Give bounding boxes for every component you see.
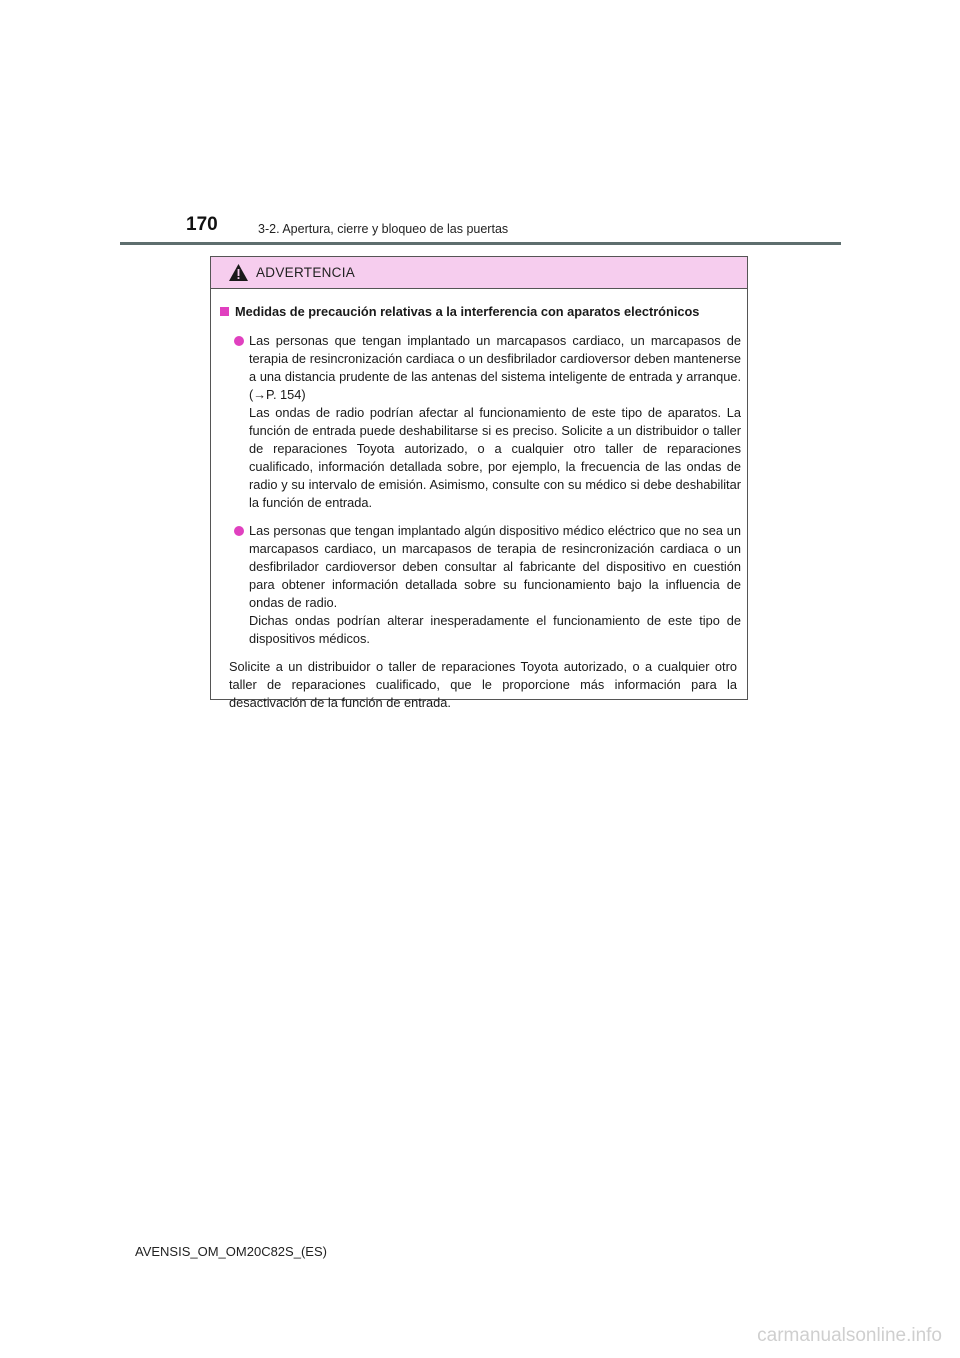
warning-box	[210, 256, 748, 710]
closing-paragraph: Solicite a un distribuidor o taller de reparaciones Toyota autorizado, o a cualquier otro taller de reparaciones cualificado, que le proporcione más información para la desactivación de la función de entrada.	[229, 659, 737, 710]
circle-bullet-icon	[234, 526, 244, 536]
section-title: 3-2. Apertura, cierre y bloqueo de las puertas	[258, 222, 509, 236]
warning-body	[211, 289, 747, 712]
paragraph: Las ondas de radio podrían afectar al funcionamiento de este tipo de aparatos. La función de entrada puede deshabilitarse si es preciso. Solicite a un distribuidor o taller de reparaciones Toyota autorizado, o a cualquier otro taller de reparaciones cualificado, información detallada sobre, por ejemplo, la frecuencia de las ondas de radio y su intervalo de emisión. Asimismo, consulte con su médico si debe deshabilitar la función de entrada.	[249, 405, 741, 510]
warning-subheading	[219, 303, 741, 321]
bullet-item	[219, 522, 741, 648]
watermark: carmanualsonline.info	[757, 1325, 942, 1346]
manual-code: AVENSIS_OM_OM20C82S_(ES)	[135, 1244, 327, 1259]
page-number: 170	[186, 214, 218, 235]
paragraph: Las personas que tengan implantado algún dispositivo médico eléctrico que no sea un marcapasos cardiaco, un marcapasos de terapia de resincronización cardiaca o un desfibrilador cardioversor deben consultar al fabricante del dispositivo en cuestión para obtener información detallada sobre su funcionamiento bajo la influencia de ondas de radio.	[249, 523, 741, 610]
warning-triangle-icon	[228, 263, 249, 282]
header-rule	[120, 242, 841, 245]
warning-header	[211, 257, 747, 289]
warning-title: ADVERTENCIA	[256, 265, 356, 280]
square-bullet-icon	[220, 307, 229, 316]
paragraph: Las personas que tengan implantado un marcapasos cardiaco, un marcapasos de terapia de resincronización cardiaca o un desfibrilador cardioversor deben mantenerse a una distancia prudente de las antenas del sistema inteligente de entrada y arranque. (→P. 154)	[249, 333, 741, 402]
bullet-item	[219, 332, 741, 512]
paragraph: Dichas ondas podrían alterar inesperadamente el funcionamiento de este tipo de dispositivos médicos.	[249, 613, 741, 646]
subheading-text: Medidas de precaución relativas a la interferencia con aparatos electrónicos	[235, 304, 700, 319]
circle-bullet-icon	[234, 336, 244, 346]
